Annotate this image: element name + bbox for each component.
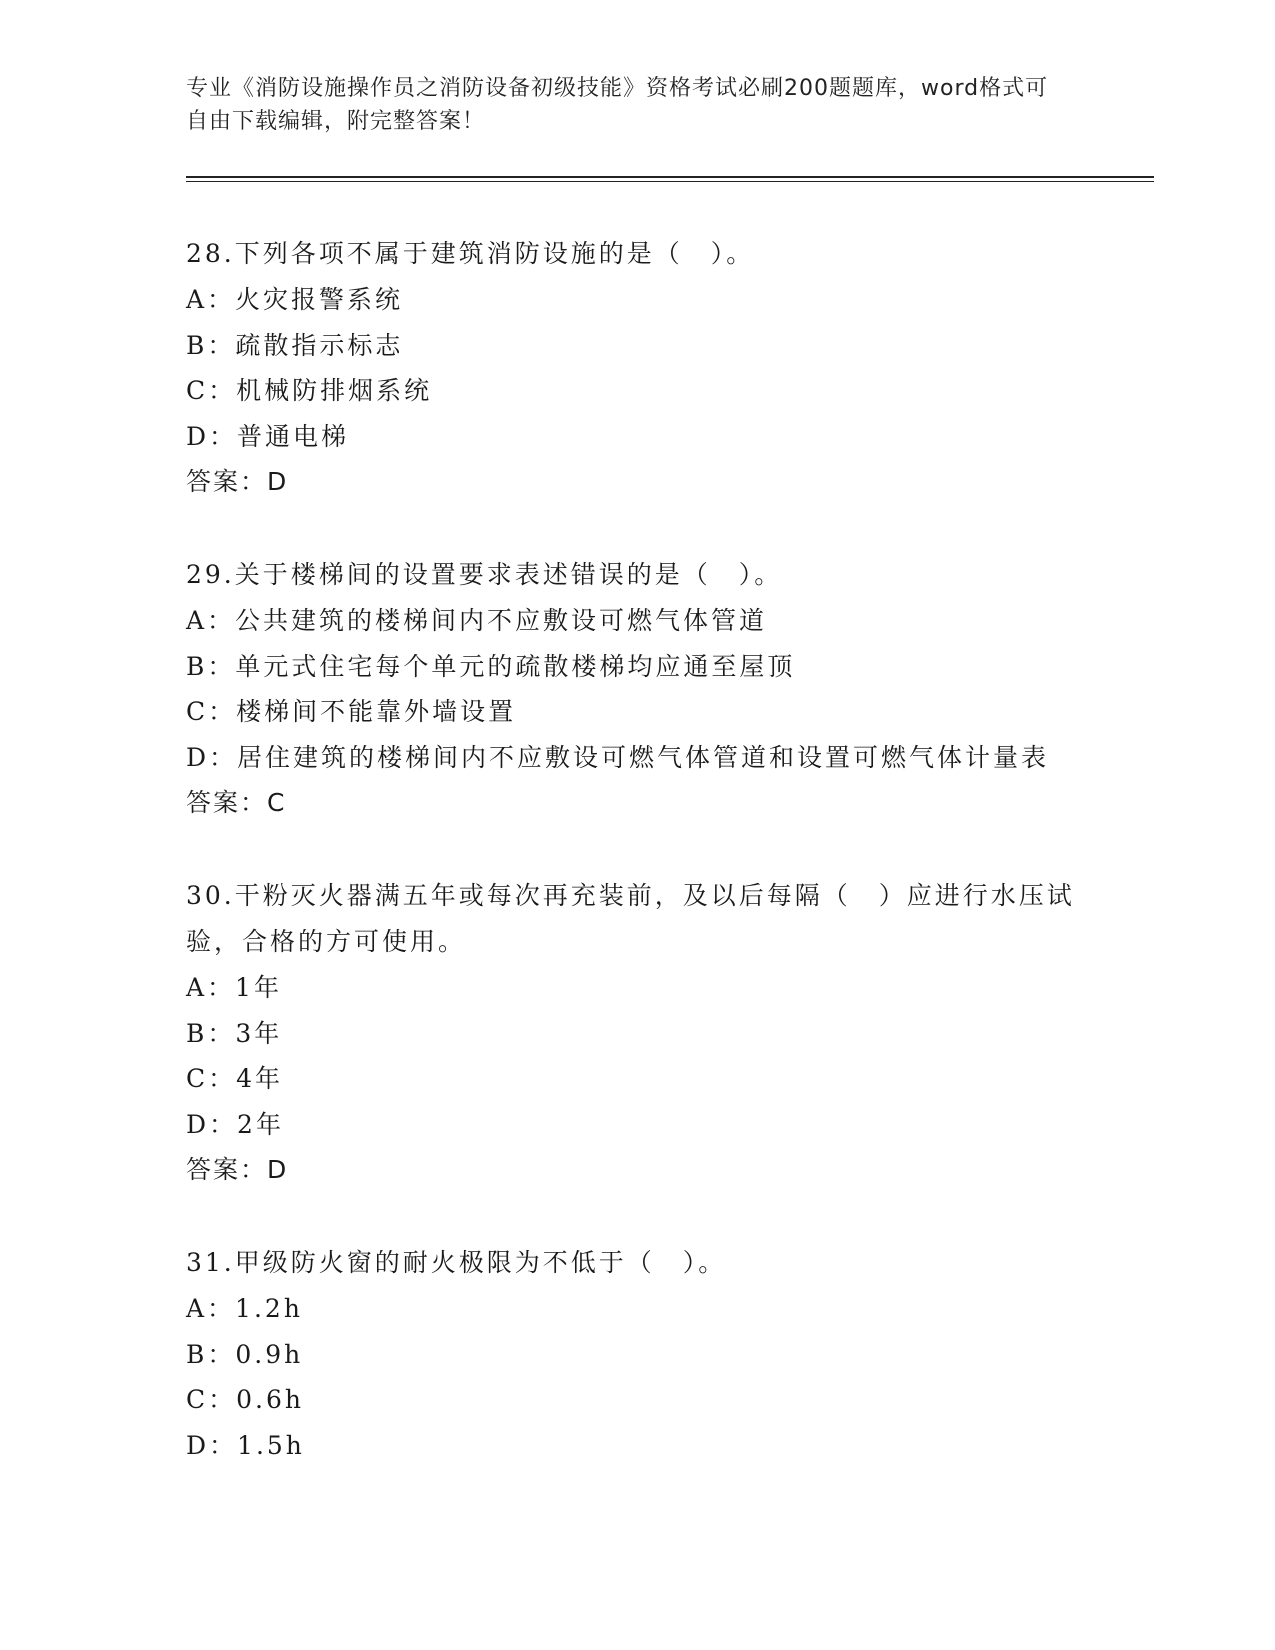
answer: 答案：D — [186, 1155, 289, 1184]
question-stem: 30.干粉灭火器满五年或每次再充装前，及以后每隔（ ）应进行水压试验，合格的方可使用。 — [186, 881, 1075, 956]
option-a: A：公共建筑的楼梯间内不应敷设可燃气体管道 — [186, 606, 768, 635]
option-a: A：1年 — [186, 973, 282, 1002]
option-b: B：疏散指示标志 — [186, 330, 404, 360]
question-stem: 31.甲级防火窗的耐火极限为不低于（ ）。 — [186, 1248, 727, 1277]
option-c: C：0.6h — [186, 1385, 304, 1414]
document-header: 专业《消防设施操作员之消防设备初级技能》资格考试必刷200题题库，word格式可自由下载编辑，附完整答案！ — [186, 76, 1049, 134]
option-b: B：单元式住宅每个单元的疏散楼梯均应通至屋顶 — [186, 651, 796, 681]
answer: 答案：C — [186, 788, 287, 817]
header-divider-thick — [186, 176, 1154, 178]
question-stem: 29.关于楼梯间的设置要求表述错误的是（ ）。 — [186, 560, 783, 589]
option-d: D：居住建筑的楼梯间内不应敷设可燃气体管道和设置可燃气体计量表 — [186, 742, 1050, 772]
option-a: A：1.2h — [186, 1294, 303, 1323]
question-30 — [186, 873, 1106, 1193]
option-a: A：火灾报警系统 — [186, 285, 404, 314]
question-28 — [186, 231, 1106, 505]
option-c: C：机械防排烟系统 — [186, 376, 433, 405]
option-b: B：0.9h — [186, 1339, 304, 1369]
option-d: D：2年 — [186, 1109, 284, 1139]
question-31 — [186, 1240, 1106, 1468]
option-d: D：1.5h — [186, 1430, 305, 1460]
question-stem: 28.下列各项不属于建筑消防设施的是（ ）。 — [186, 239, 755, 268]
header-divider-thin — [186, 181, 1154, 182]
option-b: B：3年 — [186, 1018, 283, 1048]
option-d: D：普通电梯 — [186, 421, 350, 451]
answer: 答案：D — [186, 467, 289, 496]
option-c: C：4年 — [186, 1064, 284, 1093]
question-29 — [186, 552, 1106, 826]
question-list — [186, 231, 1106, 1515]
option-c: C：楼梯间不能靠外墙设置 — [186, 697, 517, 726]
